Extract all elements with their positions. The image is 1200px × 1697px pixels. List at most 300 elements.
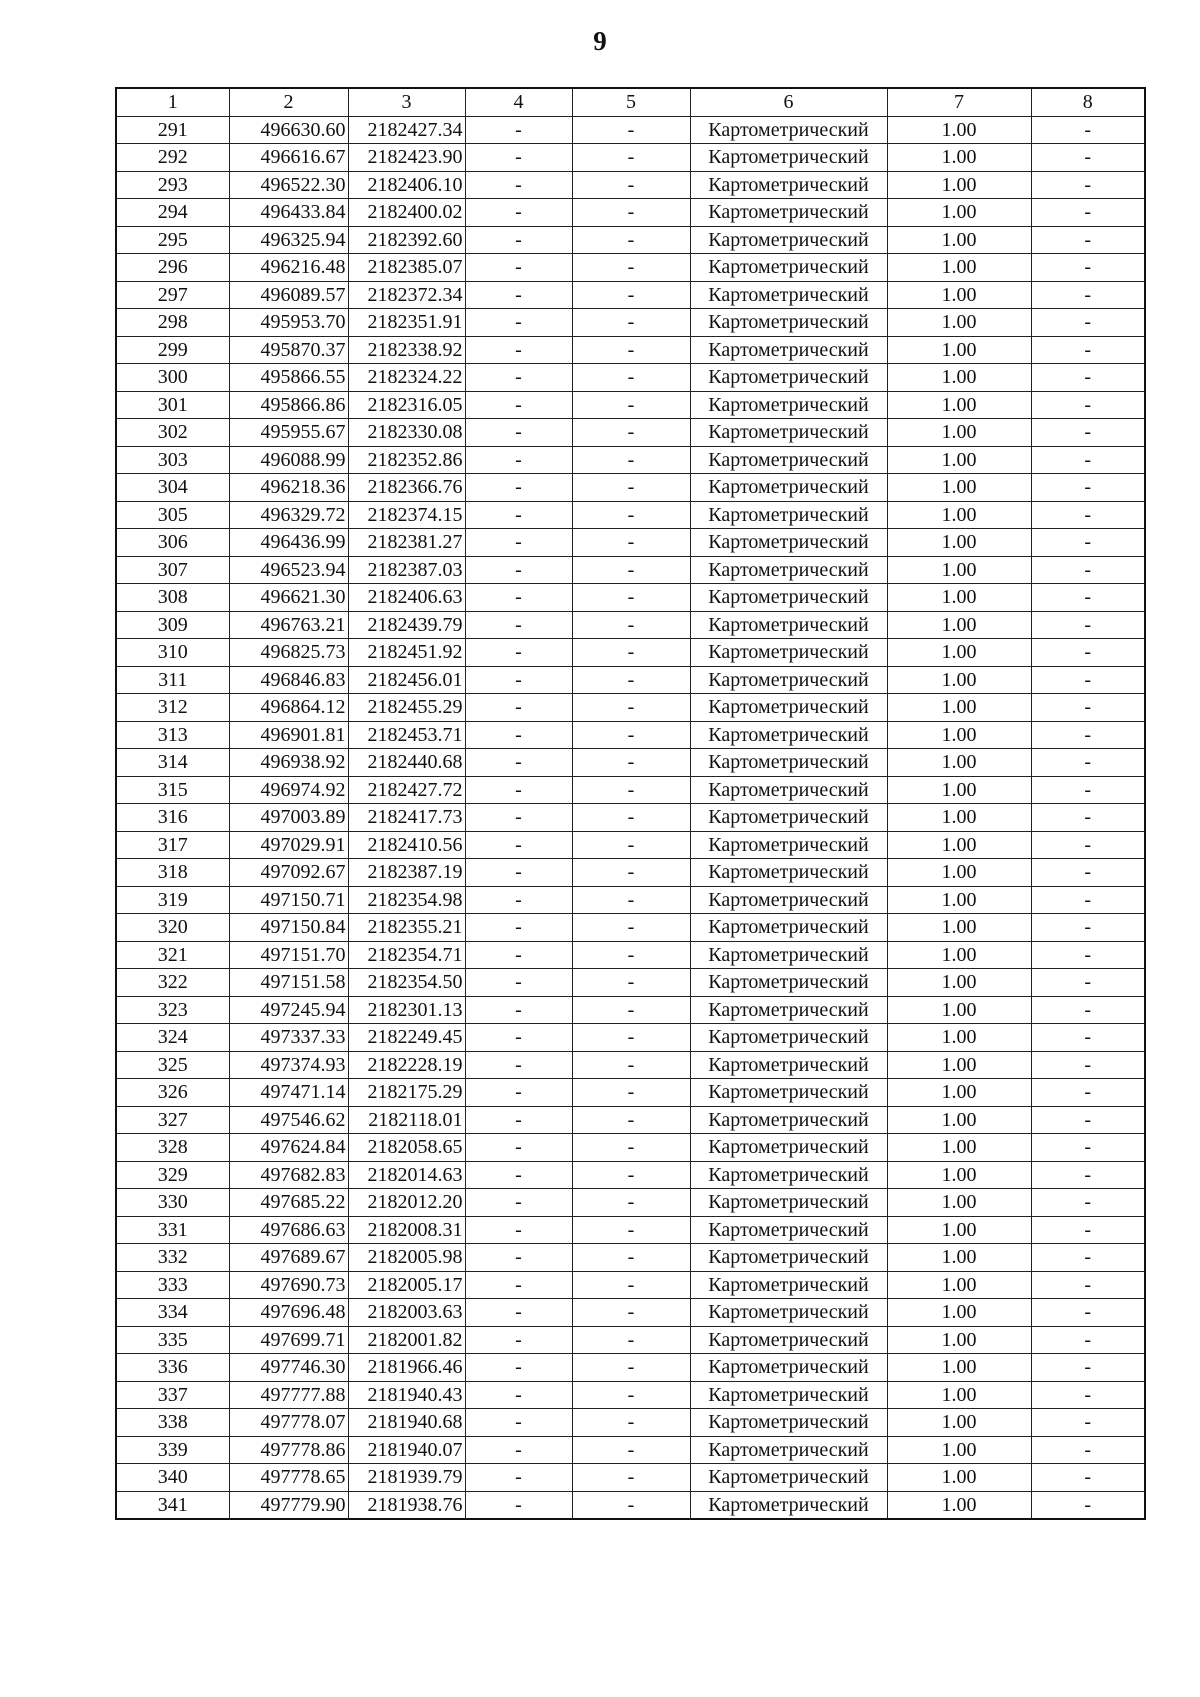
point-number-cell: 291 (116, 116, 229, 144)
x-coordinate-cell: 497778.65 (229, 1464, 348, 1492)
method-cell: Картометрический (690, 1491, 887, 1519)
accuracy-cell: 1.00 (887, 859, 1031, 887)
table-row (116, 336, 1145, 364)
accuracy-cell: 1.00 (887, 501, 1031, 529)
x-coordinate-cell: 497779.90 (229, 1491, 348, 1519)
col-8-value-cell: - (1031, 474, 1145, 502)
col-4-value-cell: - (465, 529, 572, 557)
table-row (116, 1299, 1145, 1327)
col-8-value-cell: - (1031, 501, 1145, 529)
accuracy-cell: 1.00 (887, 749, 1031, 777)
method-cell: Картометрический (690, 556, 887, 584)
col-4-value-cell: - (465, 116, 572, 144)
accuracy-cell: 1.00 (887, 446, 1031, 474)
col-4-value-cell: - (465, 309, 572, 337)
point-number-cell: 303 (116, 446, 229, 474)
point-number-cell: 315 (116, 776, 229, 804)
col-8-value-cell: - (1031, 1491, 1145, 1519)
col-8-value-cell: - (1031, 859, 1145, 887)
y-coordinate-cell: 2182175.29 (348, 1079, 465, 1107)
method-cell: Картометрический (690, 1409, 887, 1437)
method-cell: Картометрический (690, 694, 887, 722)
point-number-cell: 330 (116, 1189, 229, 1217)
col-8-value-cell: - (1031, 1354, 1145, 1382)
accuracy-cell: 1.00 (887, 1354, 1031, 1382)
accuracy-cell: 1.00 (887, 694, 1031, 722)
y-coordinate-cell: 2182456.01 (348, 666, 465, 694)
point-number-cell: 327 (116, 1106, 229, 1134)
point-number-cell: 295 (116, 226, 229, 254)
method-cell: Картометрический (690, 226, 887, 254)
method-cell: Картометрический (690, 1024, 887, 1052)
col-5-value-cell: - (572, 1354, 690, 1382)
accuracy-cell: 1.00 (887, 391, 1031, 419)
x-coordinate-cell: 496329.72 (229, 501, 348, 529)
point-number-cell: 301 (116, 391, 229, 419)
x-coordinate-cell: 497777.88 (229, 1381, 348, 1409)
x-coordinate-cell: 497685.22 (229, 1189, 348, 1217)
point-number-cell: 293 (116, 171, 229, 199)
y-coordinate-cell: 2182001.82 (348, 1326, 465, 1354)
y-coordinate-cell: 2181966.46 (348, 1354, 465, 1382)
y-coordinate-cell: 2182387.03 (348, 556, 465, 584)
point-number-cell: 339 (116, 1436, 229, 1464)
x-coordinate-cell: 496216.48 (229, 254, 348, 282)
point-number-cell: 297 (116, 281, 229, 309)
accuracy-cell: 1.00 (887, 941, 1031, 969)
method-cell: Картометрический (690, 941, 887, 969)
col-4-value-cell: - (465, 1436, 572, 1464)
x-coordinate-cell: 496864.12 (229, 694, 348, 722)
accuracy-cell: 1.00 (887, 1409, 1031, 1437)
x-coordinate-cell: 497337.33 (229, 1024, 348, 1052)
method-cell: Картометрический (690, 419, 887, 447)
col-5-value-cell: - (572, 1436, 690, 1464)
table-row (116, 1079, 1145, 1107)
col-4-value-cell: - (465, 611, 572, 639)
y-coordinate-cell: 2182423.90 (348, 144, 465, 172)
col-8-value-cell: - (1031, 639, 1145, 667)
x-coordinate-cell: 496436.99 (229, 529, 348, 557)
col-8-value-cell: - (1031, 309, 1145, 337)
method-cell: Картометрический (690, 446, 887, 474)
x-coordinate-cell: 497696.48 (229, 1299, 348, 1327)
col-8-value-cell: - (1031, 886, 1145, 914)
y-coordinate-cell: 2182301.13 (348, 996, 465, 1024)
point-number-cell: 309 (116, 611, 229, 639)
table-body (116, 116, 1145, 1519)
col-5-value-cell: - (572, 199, 690, 227)
col-4-value-cell: - (465, 1464, 572, 1492)
col-4-value-cell: - (465, 1244, 572, 1272)
point-number-cell: 321 (116, 941, 229, 969)
y-coordinate-cell: 2182354.50 (348, 969, 465, 997)
y-coordinate-cell: 2181938.76 (348, 1491, 465, 1519)
x-coordinate-cell: 497778.86 (229, 1436, 348, 1464)
col-5-value-cell: - (572, 584, 690, 612)
accuracy-cell: 1.00 (887, 721, 1031, 749)
col-5-value-cell: - (572, 1161, 690, 1189)
table-row (116, 1464, 1145, 1492)
col-5-value-cell: - (572, 1134, 690, 1162)
point-number-cell: 294 (116, 199, 229, 227)
point-number-cell: 331 (116, 1216, 229, 1244)
table-row (116, 501, 1145, 529)
col-4-value-cell: - (465, 721, 572, 749)
col-8-value-cell: - (1031, 1326, 1145, 1354)
col-8-value-cell: - (1031, 1079, 1145, 1107)
col-5-value-cell: - (572, 666, 690, 694)
col-5-value-cell: - (572, 1024, 690, 1052)
y-coordinate-cell: 2182451.92 (348, 639, 465, 667)
column-header-6: 6 (690, 88, 887, 116)
table-row (116, 281, 1145, 309)
y-coordinate-cell: 2182387.19 (348, 859, 465, 887)
point-number-cell: 305 (116, 501, 229, 529)
col-8-value-cell: - (1031, 446, 1145, 474)
col-8-value-cell: - (1031, 364, 1145, 392)
col-5-value-cell: - (572, 556, 690, 584)
x-coordinate-cell: 496974.92 (229, 776, 348, 804)
method-cell: Картометрический (690, 171, 887, 199)
accuracy-cell: 1.00 (887, 611, 1031, 639)
x-coordinate-cell: 496325.94 (229, 226, 348, 254)
x-coordinate-cell: 497029.91 (229, 831, 348, 859)
point-number-cell: 320 (116, 914, 229, 942)
col-4-value-cell: - (465, 886, 572, 914)
y-coordinate-cell: 2182338.92 (348, 336, 465, 364)
y-coordinate-cell: 2182440.68 (348, 749, 465, 777)
point-number-cell: 332 (116, 1244, 229, 1272)
x-coordinate-cell: 497624.84 (229, 1134, 348, 1162)
method-cell: Картометрический (690, 666, 887, 694)
col-5-value-cell: - (572, 391, 690, 419)
col-5-value-cell: - (572, 281, 690, 309)
col-5-value-cell: - (572, 1491, 690, 1519)
point-number-cell: 325 (116, 1051, 229, 1079)
x-coordinate-cell: 497689.67 (229, 1244, 348, 1272)
col-8-value-cell: - (1031, 171, 1145, 199)
table-row (116, 831, 1145, 859)
point-number-cell: 318 (116, 859, 229, 887)
y-coordinate-cell: 2182316.05 (348, 391, 465, 419)
accuracy-cell: 1.00 (887, 1024, 1031, 1052)
col-4-value-cell: - (465, 336, 572, 364)
x-coordinate-cell: 497150.71 (229, 886, 348, 914)
col-4-value-cell: - (465, 639, 572, 667)
method-cell: Картометрический (690, 1051, 887, 1079)
accuracy-cell: 1.00 (887, 639, 1031, 667)
y-coordinate-cell: 2182324.22 (348, 364, 465, 392)
point-number-cell: 300 (116, 364, 229, 392)
point-number-cell: 337 (116, 1381, 229, 1409)
header-row (116, 88, 1145, 116)
x-coordinate-cell: 497374.93 (229, 1051, 348, 1079)
col-8-value-cell: - (1031, 721, 1145, 749)
point-number-cell: 310 (116, 639, 229, 667)
y-coordinate-cell: 2182249.45 (348, 1024, 465, 1052)
y-coordinate-cell: 2182366.76 (348, 474, 465, 502)
method-cell: Картометрический (690, 281, 887, 309)
accuracy-cell: 1.00 (887, 529, 1031, 557)
x-coordinate-cell: 496089.57 (229, 281, 348, 309)
method-cell: Картометрический (690, 831, 887, 859)
x-coordinate-cell: 497245.94 (229, 996, 348, 1024)
method-cell: Картометрический (690, 721, 887, 749)
method-cell: Картометрический (690, 584, 887, 612)
col-8-value-cell: - (1031, 1381, 1145, 1409)
point-number-cell: 329 (116, 1161, 229, 1189)
method-cell: Картометрический (690, 1161, 887, 1189)
accuracy-cell: 1.00 (887, 171, 1031, 199)
point-number-cell: 328 (116, 1134, 229, 1162)
col-5-value-cell: - (572, 1381, 690, 1409)
col-5-value-cell: - (572, 1244, 690, 1272)
col-5-value-cell: - (572, 749, 690, 777)
col-5-value-cell: - (572, 1051, 690, 1079)
col-8-value-cell: - (1031, 996, 1145, 1024)
method-cell: Картометрический (690, 611, 887, 639)
col-4-value-cell: - (465, 1354, 572, 1382)
method-cell: Картометрический (690, 749, 887, 777)
col-8-value-cell: - (1031, 776, 1145, 804)
table-row (116, 199, 1145, 227)
col-5-value-cell: - (572, 721, 690, 749)
method-cell: Картометрический (690, 199, 887, 227)
accuracy-cell: 1.00 (887, 1216, 1031, 1244)
col-4-value-cell: - (465, 199, 572, 227)
table-row (116, 529, 1145, 557)
col-4-value-cell: - (465, 941, 572, 969)
y-coordinate-cell: 2182005.17 (348, 1271, 465, 1299)
x-coordinate-cell: 496938.92 (229, 749, 348, 777)
y-coordinate-cell: 2182012.20 (348, 1189, 465, 1217)
accuracy-cell: 1.00 (887, 226, 1031, 254)
col-5-value-cell: - (572, 941, 690, 969)
table-row (116, 1354, 1145, 1382)
method-cell: Картометрический (690, 144, 887, 172)
point-number-cell: 322 (116, 969, 229, 997)
table-row (116, 639, 1145, 667)
col-5-value-cell: - (572, 831, 690, 859)
col-8-value-cell: - (1031, 116, 1145, 144)
table-row (116, 1216, 1145, 1244)
method-cell: Картометрический (690, 914, 887, 942)
col-5-value-cell: - (572, 804, 690, 832)
table-row (116, 941, 1145, 969)
col-5-value-cell: - (572, 309, 690, 337)
y-coordinate-cell: 2182381.27 (348, 529, 465, 557)
y-coordinate-cell: 2182385.07 (348, 254, 465, 282)
method-cell: Картометрический (690, 1299, 887, 1327)
col-8-value-cell: - (1031, 1134, 1145, 1162)
col-4-value-cell: - (465, 1079, 572, 1107)
table-row (116, 1491, 1145, 1519)
accuracy-cell: 1.00 (887, 969, 1031, 997)
page-number: 9 (593, 26, 607, 56)
table-row (116, 1106, 1145, 1134)
point-number-cell: 299 (116, 336, 229, 364)
table-row (116, 1161, 1145, 1189)
accuracy-cell: 1.00 (887, 1244, 1031, 1272)
y-coordinate-cell: 2182427.34 (348, 116, 465, 144)
method-cell: Картометрический (690, 309, 887, 337)
column-header-8: 8 (1031, 88, 1145, 116)
table-row (116, 1244, 1145, 1272)
y-coordinate-cell: 2181940.07 (348, 1436, 465, 1464)
table-row (116, 556, 1145, 584)
col-8-value-cell: - (1031, 391, 1145, 419)
col-5-value-cell: - (572, 254, 690, 282)
col-8-value-cell: - (1031, 144, 1145, 172)
point-number-cell: 306 (116, 529, 229, 557)
y-coordinate-cell: 2182453.71 (348, 721, 465, 749)
x-coordinate-cell: 496218.36 (229, 474, 348, 502)
point-number-cell: 340 (116, 1464, 229, 1492)
method-cell: Картометрический (690, 1189, 887, 1217)
col-5-value-cell: - (572, 639, 690, 667)
accuracy-cell: 1.00 (887, 1491, 1031, 1519)
col-8-value-cell: - (1031, 1299, 1145, 1327)
table-row (116, 749, 1145, 777)
x-coordinate-cell: 497150.84 (229, 914, 348, 942)
col-4-value-cell: - (465, 831, 572, 859)
col-8-value-cell: - (1031, 226, 1145, 254)
point-number-cell: 326 (116, 1079, 229, 1107)
x-coordinate-cell: 497699.71 (229, 1326, 348, 1354)
accuracy-cell: 1.00 (887, 1106, 1031, 1134)
column-header-2: 2 (229, 88, 348, 116)
col-5-value-cell: - (572, 336, 690, 364)
accuracy-cell: 1.00 (887, 1436, 1031, 1464)
accuracy-cell: 1.00 (887, 281, 1031, 309)
col-4-value-cell: - (465, 171, 572, 199)
x-coordinate-cell: 497682.83 (229, 1161, 348, 1189)
point-number-cell: 311 (116, 666, 229, 694)
col-4-value-cell: - (465, 446, 572, 474)
y-coordinate-cell: 2181940.43 (348, 1381, 465, 1409)
col-8-value-cell: - (1031, 336, 1145, 364)
point-number-cell: 298 (116, 309, 229, 337)
x-coordinate-cell: 496522.30 (229, 171, 348, 199)
accuracy-cell: 1.00 (887, 1189, 1031, 1217)
col-5-value-cell: - (572, 474, 690, 502)
table-row (116, 419, 1145, 447)
point-number-cell: 296 (116, 254, 229, 282)
col-5-value-cell: - (572, 1464, 690, 1492)
col-5-value-cell: - (572, 611, 690, 639)
point-number-cell: 316 (116, 804, 229, 832)
accuracy-cell: 1.00 (887, 1381, 1031, 1409)
method-cell: Картометрический (690, 1079, 887, 1107)
method-cell: Картометрический (690, 391, 887, 419)
x-coordinate-cell: 496088.99 (229, 446, 348, 474)
accuracy-cell: 1.00 (887, 1326, 1031, 1354)
accuracy-cell: 1.00 (887, 419, 1031, 447)
y-coordinate-cell: 2181940.68 (348, 1409, 465, 1437)
y-coordinate-cell: 2182400.02 (348, 199, 465, 227)
col-5-value-cell: - (572, 1409, 690, 1437)
y-coordinate-cell: 2182372.34 (348, 281, 465, 309)
point-number-cell: 319 (116, 886, 229, 914)
y-coordinate-cell: 2182330.08 (348, 419, 465, 447)
col-8-value-cell: - (1031, 1189, 1145, 1217)
y-coordinate-cell: 2182352.86 (348, 446, 465, 474)
x-coordinate-cell: 497546.62 (229, 1106, 348, 1134)
col-4-value-cell: - (465, 556, 572, 584)
col-8-value-cell: - (1031, 419, 1145, 447)
col-4-value-cell: - (465, 1216, 572, 1244)
method-cell: Картометрический (690, 886, 887, 914)
x-coordinate-cell: 495866.86 (229, 391, 348, 419)
x-coordinate-cell: 496630.60 (229, 116, 348, 144)
accuracy-cell: 1.00 (887, 144, 1031, 172)
col-8-value-cell: - (1031, 529, 1145, 557)
x-coordinate-cell: 496616.67 (229, 144, 348, 172)
table-row (116, 859, 1145, 887)
col-4-value-cell: - (465, 1134, 572, 1162)
x-coordinate-cell: 497686.63 (229, 1216, 348, 1244)
x-coordinate-cell: 496763.21 (229, 611, 348, 639)
col-4-value-cell: - (465, 1299, 572, 1327)
x-coordinate-cell: 496621.30 (229, 584, 348, 612)
table-row (116, 886, 1145, 914)
accuracy-cell: 1.00 (887, 556, 1031, 584)
x-coordinate-cell: 497690.73 (229, 1271, 348, 1299)
point-number-cell: 292 (116, 144, 229, 172)
method-cell: Картометрический (690, 254, 887, 282)
col-4-value-cell: - (465, 144, 572, 172)
col-4-value-cell: - (465, 1161, 572, 1189)
method-cell: Картометрический (690, 1326, 887, 1354)
y-coordinate-cell: 2182003.63 (348, 1299, 465, 1327)
accuracy-cell: 1.00 (887, 309, 1031, 337)
col-8-value-cell: - (1031, 914, 1145, 942)
col-4-value-cell: - (465, 1189, 572, 1217)
col-8-value-cell: - (1031, 1409, 1145, 1437)
col-4-value-cell: - (465, 1326, 572, 1354)
table-row (116, 721, 1145, 749)
coordinates-table (115, 87, 1146, 1520)
col-8-value-cell: - (1031, 1106, 1145, 1134)
col-5-value-cell: - (572, 1271, 690, 1299)
method-cell: Картометрический (690, 336, 887, 364)
x-coordinate-cell: 495866.55 (229, 364, 348, 392)
col-4-value-cell: - (465, 1024, 572, 1052)
col-8-value-cell: - (1031, 941, 1145, 969)
x-coordinate-cell: 495955.67 (229, 419, 348, 447)
col-5-value-cell: - (572, 776, 690, 804)
accuracy-cell: 1.00 (887, 584, 1031, 612)
table-row (116, 364, 1145, 392)
col-8-value-cell: - (1031, 1464, 1145, 1492)
column-header-7: 7 (887, 88, 1031, 116)
col-4-value-cell: - (465, 666, 572, 694)
col-5-value-cell: - (572, 969, 690, 997)
table-row (116, 1024, 1145, 1052)
table-row (116, 171, 1145, 199)
point-number-cell: 336 (116, 1354, 229, 1382)
method-cell: Картометрический (690, 804, 887, 832)
method-cell: Картометрический (690, 529, 887, 557)
table-row (116, 254, 1145, 282)
column-header-4: 4 (465, 88, 572, 116)
table-row (116, 1051, 1145, 1079)
col-4-value-cell: - (465, 1381, 572, 1409)
col-8-value-cell: - (1031, 1271, 1145, 1299)
table-row (116, 694, 1145, 722)
method-cell: Картометрический (690, 859, 887, 887)
